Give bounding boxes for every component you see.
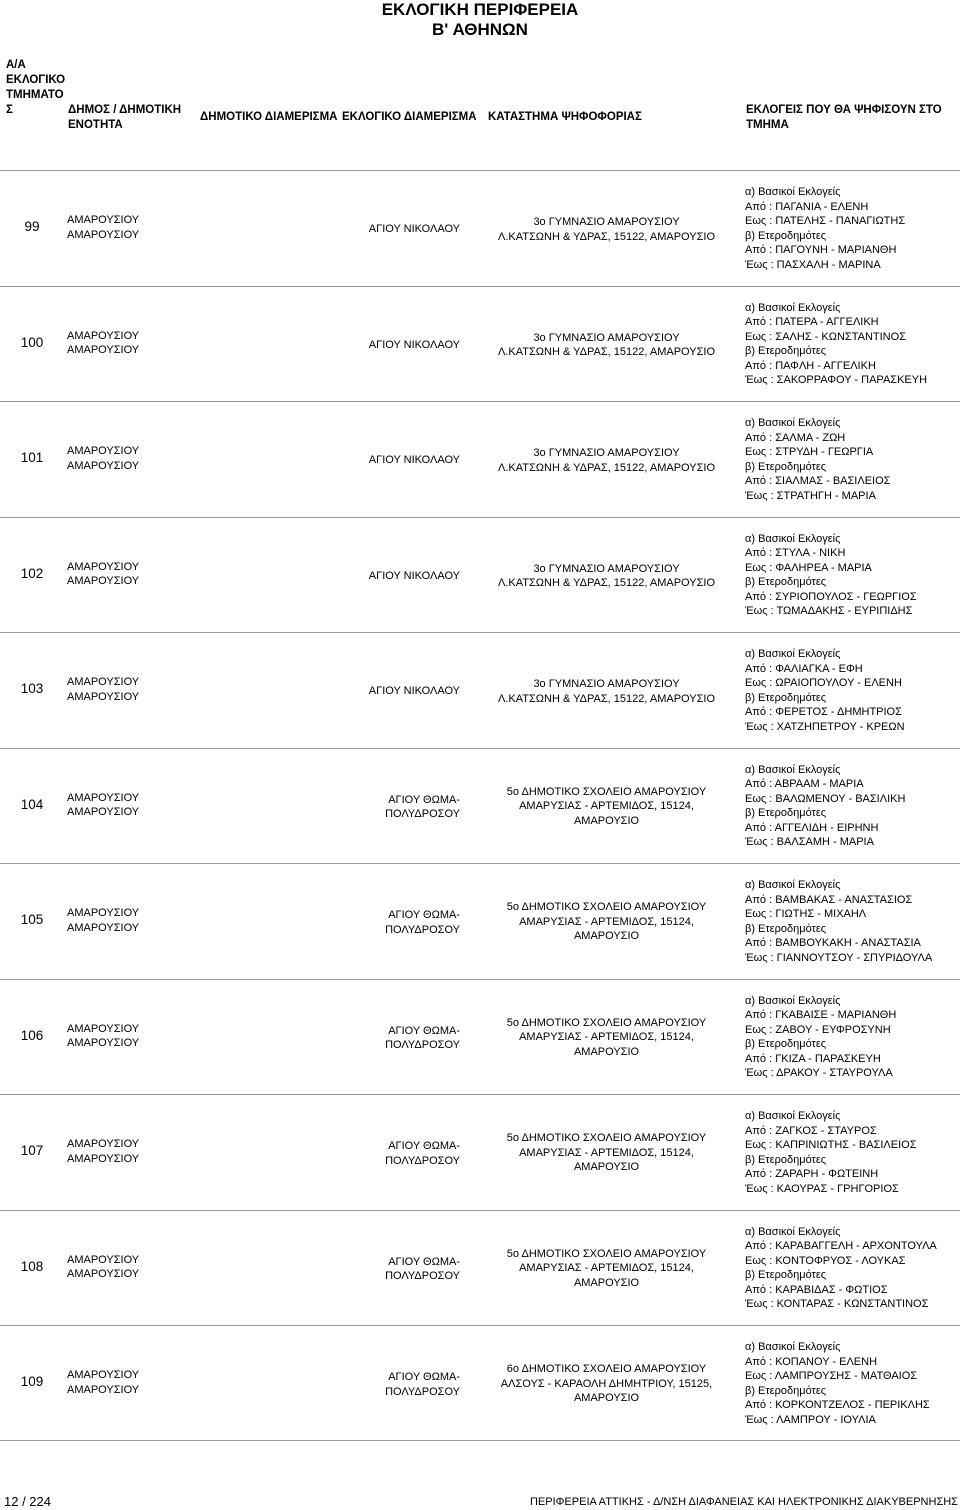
footer-agency: ΠΕΡΙΦΕΡΕΙΑ ΑΤΤΙΚΗΣ - Δ/ΝΣΗ ΔΙΑΦΑΝΕΙΑΣ ΚΑΙ ΗΛΕΚΤΡΟΝΙΚΗΣ ΔΙΑΚΥΒΕΡΝΗΣΗΣ (529, 1496, 958, 1508)
row-number: 100 (20, 334, 44, 350)
table-row (0, 1325, 960, 1441)
header-voters: ΕΚΛΟΓΕΙΣ ΠΟΥ ΘΑ ΨΗΦΙΣΟΥΝ ΣΤΟ ΤΜΗΜΑ (746, 104, 942, 131)
row-voters: α) Βασικοί Εκλογείς Από : ΚΟΠΑΝΟΥ - ΕΛΕΝΗ Εως : ΛΑΜΠΡΟΥΣΗΣ - ΜΑΤΘΑΙΟΣ β) Ετεροδημότες Από : ΚΟΡΚΟΝΤΖΕΛΟΣ - ΠΕΡΙΚΛΗΣ Έως : ΛΑΜΠΡΟΥ - ΙΟΥΛΙΑ (745, 1341, 930, 1426)
row-polling-station: 5ο ΔΗΜΟΤΙΚΟ ΣΧΟΛΕΙΟ ΑΜΑΡΟΥΣΙΟΥ ΑΜΑΡΥΣΙΑΣ - ΑΡΤΕΜΙΔΟΣ, 15124, ΑΜΑΡΟΥΣΙΟ (506, 901, 707, 943)
row-number: 99 (24, 219, 40, 234)
table-row (0, 1210, 960, 1326)
row-polling-station: 3ο ΓΥΜΝΑΣΙΟ ΑΜΑΡΟΥΣΙΟΥ Λ.ΚΑΤΣΩΝΗ & ΥΔΡΑΣ, 15122, ΑΜΑΡΟΥΣΙΟ (498, 678, 715, 705)
row-voters: α) Βασικοί Εκλογείς Από : ΦΑΛΙΑΓΚΑ - ΕΦΗ Εως : ΩΡΑΙΟΠΟΥΛΟΥ - ΕΛΕΝΗ β) Ετεροδημότες Από : ΦΕΡΕΤΟΣ - ΔΗΜΗΤΡΙΟΣ Έως : ΧΑΤΖΗΠΕΤΡΟΥ - ΚΡΕΩΝ (745, 648, 905, 733)
row-number: 109 (20, 1374, 44, 1389)
row-polling-station: 5ο ΔΗΜΟΤΙΚΟ ΣΧΟΛΕΙΟ ΑΜΑΡΟΥΣΙΟΥ ΑΜΑΡΥΣΙΑΣ - ΑΡΤΕΜΙΔΟΣ, 15124, ΑΜΑΡΟΥΣΙΟ (506, 1247, 707, 1289)
row-polling-station: 3ο ΓΥΜΝΑΣΙΟ ΑΜΑΡΟΥΣΙΟΥ Λ.ΚΑΤΣΩΝΗ & ΥΔΡΑΣ, 15122, ΑΜΑΡΟΥΣΙΟ (498, 331, 715, 359)
row-number: 102 (20, 565, 44, 581)
row-municipality: ΑΜΑΡΟΥΣΙΟΥ ΑΜΑΡΟΥΣΙΟΥ (67, 329, 140, 357)
table-row (0, 286, 960, 402)
document-subtitle: Β' ΑΘΗΝΩΝ (432, 20, 528, 39)
row-polling-station: 5ο ΔΗΜΟΤΙΚΟ ΣΧΟΛΕΙΟ ΑΜΑΡΟΥΣΙΟΥ ΑΜΑΡΥΣΙΑΣ - ΑΡΤΕΜΙΔΟΣ, 15124, ΑΜΑΡΟΥΣΙΟ (506, 1016, 707, 1058)
row-district: ΑΓΙΟΥ ΘΩΜΑ- ΠΟΛΥΔΡΟΣΟΥ (385, 793, 460, 821)
row-polling-station: 5ο ΔΗΜΟΤΙΚΟ ΣΧΟΛΕΙΟ ΑΜΑΡΟΥΣΙΟΥ ΑΜΑΡΥΣΙΑΣ - ΑΡΤΕΜΙΔΟΣ, 15124, ΑΜΑΡΟΥΣΙΟ (506, 785, 707, 827)
row-number: 104 (20, 796, 44, 812)
table-row (0, 170, 960, 286)
document-title: ΕΚΛΟΓΙΚΗ ΠΕΡΙΦΕΡΕΙΑ (381, 0, 579, 19)
row-polling-station: 6ο ΔΗΜΟΤΙΚΟ ΣΧΟΛΕΙΟ ΑΜΑΡΟΥΣΙΟΥ ΑΛΣΟΥΣ - ΚΑΡΑΟΛΗ ΔΗΜΗΤΡΙΟΥ, 15125, ΑΜΑΡΟΥΣΙΟ (500, 1363, 713, 1405)
row-municipality: ΑΜΑΡΟΥΣΙΟΥ ΑΜΑΡΟΥΣΙΟΥ (67, 791, 140, 819)
row-district: ΑΓΙΟΥ ΘΩΜΑ- ΠΟΛΥΔΡΟΣΟΥ (385, 1255, 460, 1283)
row-number: 101 (20, 450, 44, 465)
header-municipality: ΔΗΜΟΣ / ΔΗΜΟΤΙΚΗ ΕΝΟΤΗΤΑ (68, 104, 182, 131)
header-municipal-district: ΔΗΜΟΤΙΚΟ ΔΙΑΜΕΡΙΣΜΑ (200, 111, 338, 123)
row-polling-station: 3ο ΓΥΜΝΑΣΙΟ ΑΜΑΡΟΥΣΙΟΥ Λ.ΚΑΤΣΩΝΗ & ΥΔΡΑΣ, 15122, ΑΜΑΡΟΥΣΙΟ (498, 562, 715, 590)
row-district: ΑΓΙΟΥ ΘΩΜΑ- ΠΟΛΥΔΡΟΣΟΥ (385, 1024, 460, 1052)
header-aa: Α/Α ΕΚΛΟΓΙΚΟ ΤΜΗΜΑΤΟ Σ (6, 59, 66, 116)
page-number: 12 / 224 (4, 1494, 51, 1509)
row-voters: α) Βασικοί Εκλογείς Από : ΠΑΓΑΝΙΑ - ΕΛΕΝΗ Εως : ΠΑΤΕΛΗΣ - ΠΑΝΑΓΙΩΤΗΣ β) Ετεροδημότες Από : ΠΑΓΟΥΝΗ - ΜΑΡΙΑΝΘΗ Έως : ΠΑΣΧΑΛΗ - ΜΑΡΙΝΑ (745, 186, 906, 271)
row-municipality: ΑΜΑΡΟΥΣΙΟΥ ΑΜΑΡΟΥΣΙΟΥ (67, 1022, 140, 1050)
row-voters: α) Βασικοί Εκλογείς Από : ΚΑΡΑΒΑΓΓΕΛΗ - ΑΡΧΟΝΤΟΥΛΑ Εως : ΚΟΝΤΟΦΡΥΟΣ - ΛΟΥΚΑΣ β) Ετεροδημότες Από : ΚΑΡΑΒΙΔΑΣ - ΦΩΤΙΟΣ Έως : ΚΟΝΤΑΡΑΣ - ΚΩΝΣΤΑΝΤΙΝΟΣ (745, 1225, 937, 1311)
table-row (0, 517, 960, 633)
table-row (0, 748, 960, 864)
row-municipality: ΑΜΑΡΟΥΣΙΟΥ ΑΜΑΡΟΥΣΙΟΥ (67, 1138, 140, 1165)
row-voters: α) Βασικοί Εκλογείς Από : ΓΚΑΒΑΙΣΕ - ΜΑΡΙΑΝΘΗ Εως : ΖΑΒΟΥ - ΕΥΦΡΟΣΥΝΗ β) Ετεροδημότες Από : ΓΚΙΖΑ - ΠΑΡΑΣΚΕΥΗ Έως : ΔΡΑΚΟΥ - ΣΤΑΥΡΟΥΛΑ (745, 994, 897, 1080)
table-row (0, 863, 960, 979)
row-voters: α) Βασικοί Εκλογείς Από : ΖΑΓΚΟΣ - ΣΤΑΥΡΟΣ Εως : ΚΑΠΡΙΝΙΩΤΗΣ - ΒΑΣΙΛΕΙΟΣ β) Ετεροδημότες Από : ΖΑΡΑΡΗ - ΦΩΤΕΙΝΗ Έως : ΚΑΟΥΡΑΣ - ΓΡΗΓΟΡΙΟΣ (745, 1110, 917, 1195)
table-row (0, 401, 960, 517)
row-polling-station: 3ο ΓΥΜΝΑΣΙΟ ΑΜΑΡΟΥΣΙΟΥ Λ.ΚΑΤΣΩΝΗ & ΥΔΡΑΣ, 15122, ΑΜΑΡΟΥΣΙΟ (498, 216, 715, 243)
row-district: ΑΓΙΟΥ ΝΙΚΟΛΑΟΥ (368, 338, 460, 351)
row-district: ΑΓΙΟΥ ΝΙΚΟΛΑΟΥ (368, 685, 460, 697)
row-number: 103 (20, 681, 44, 696)
row-district: ΑΓΙΟΥ ΘΩΜΑ- ΠΟΛΥΔΡΟΣΟΥ (385, 1371, 460, 1398)
table-row (0, 979, 960, 1095)
table-header (0, 58, 960, 140)
polling-table (0, 170, 960, 1441)
row-municipality: ΑΜΑΡΟΥΣΙΟΥ ΑΜΑΡΟΥΣΙΟΥ (67, 445, 140, 472)
row-voters: α) Βασικοί Εκλογείς Από : ΑΒΡΑΑΜ - ΜΑΡΙΑ Εως : ΒΑΛΩΜΕΝΟΥ - ΒΑΣΙΛΙΚΗ β) Ετεροδημότες Από : ΑΓΓΕΛΙΔΗ - ΕΙΡΗΝΗ Έως : ΒΑΛΣΑΜΗ - ΜΑΡΙΑ (745, 763, 906, 849)
row-municipality: ΑΜΑΡΟΥΣΙΟΥ ΑΜΑΡΟΥΣΙΟΥ (67, 907, 140, 934)
row-polling-station: 3ο ΓΥΜΝΑΣΙΟ ΑΜΑΡΟΥΣΙΟΥ Λ.ΚΑΤΣΩΝΗ & ΥΔΡΑΣ, 15122, ΑΜΑΡΟΥΣΙΟ (498, 447, 715, 474)
row-district: ΑΓΙΟΥ ΝΙΚΟΛΑΟΥ (368, 223, 460, 235)
row-polling-station: 5ο ΔΗΜΟΤΙΚΟ ΣΧΟΛΕΙΟ ΑΜΑΡΟΥΣΙΟΥ ΑΜΑΡΥΣΙΑΣ - ΑΡΤΕΜΙΔΟΣ, 15124, ΑΜΑΡΟΥΣΙΟ (506, 1132, 707, 1174)
header-electoral-district: ΕΚΛΟΓΙΚΟ ΔΙΑΜΕΡΙΣΜΑ (342, 111, 477, 123)
row-district: ΑΓΙΟΥ ΝΙΚΟΛΑΟΥ (368, 569, 460, 582)
row-number: 105 (20, 912, 44, 927)
row-municipality: ΑΜΑΡΟΥΣΙΟΥ ΑΜΑΡΟΥΣΙΟΥ (67, 1369, 140, 1396)
row-district: ΑΓΙΟΥ ΘΩΜΑ- ΠΟΛΥΔΡΟΣΟΥ (385, 909, 460, 936)
row-municipality: ΑΜΑΡΟΥΣΙΟΥ ΑΜΑΡΟΥΣΙΟΥ (67, 676, 140, 703)
row-number: 106 (20, 1027, 44, 1043)
row-municipality: ΑΜΑΡΟΥΣΙΟΥ ΑΜΑΡΟΥΣΙΟΥ (67, 1253, 140, 1281)
header-polling-station: ΚΑΤΑΣΤΗΜΑ ΨΗΦΟΦΟΡΙΑΣ (488, 111, 642, 123)
row-district: ΑΓΙΟΥ ΝΙΚΟΛΑΟΥ (368, 454, 460, 466)
table-row (0, 1094, 960, 1210)
row-number: 108 (20, 1258, 44, 1274)
row-voters: α) Βασικοί Εκλογείς Από : ΣΤΥΛΑ - ΝΙΚΗ Εως : ΦΑΛΗΡΕΑ - ΜΑΡΙΑ β) Ετεροδημότες Από : ΣΥΡΙΟΠΟΥΛΟΣ - ΓΕΩΡΓΙΟΣ Έως : ΤΩΜΑΔΑΚΗΣ - ΕΥΡΙΠΙΔΗΣ (745, 532, 917, 618)
row-voters: α) Βασικοί Εκλογείς Από : ΒΑΜΒΑΚΑΣ - ΑΝΑΣΤΑΣΙΟΣ Εως : ΓΙΩΤΗΣ - ΜΙΧΑΗΛ β) Ετεροδημότες Από : ΒΑΜΒΟΥΚΑΚΗ - ΑΝΑΣΤΑΣΙΑ Έως : ΓΙΑΝΝΟΥΤΣΟΥ - ΣΠΥΡΙΔΟΥΛΑ (745, 879, 933, 964)
table-row (0, 632, 960, 748)
row-district: ΑΓΙΟΥ ΘΩΜΑ- ΠΟΛΥΔΡΟΣΟΥ (385, 1140, 460, 1167)
row-voters: α) Βασικοί Εκλογείς Από : ΠΑΤΕΡΑ - ΑΓΓΕΛΙΚΗ Εως : ΣΑΛΗΣ - ΚΩΝΣΤΑΝΤΙΝΟΣ β) Ετεροδημότες Από : ΠΑΦΛΗ - ΑΓΓΕΛΙΚΗ Έως : ΣΑΚΟΡΡΑΦΟΥ - ΠΑΡΑΣΚΕΥΗ (745, 301, 928, 387)
row-voters: α) Βασικοί Εκλογείς Από : ΣΑΛΜΑ - ΖΩΗ Εως : ΣΤΡΥΔΗ - ΓΕΩΡΓΙΑ β) Ετεροδημότες Από : ΣΙΑΛΜΑΣ - ΒΑΣΙΛΕΙΟΣ Έως : ΣΤΡΑΤΗΓΗ - ΜΑΡΙΑ (745, 417, 891, 502)
row-municipality: ΑΜΑΡΟΥΣΙΟΥ ΑΜΑΡΟΥΣΙΟΥ (67, 214, 140, 241)
row-number: 107 (20, 1143, 44, 1158)
row-municipality: ΑΜΑΡΟΥΣΙΟΥ ΑΜΑΡΟΥΣΙΟΥ (67, 560, 140, 588)
